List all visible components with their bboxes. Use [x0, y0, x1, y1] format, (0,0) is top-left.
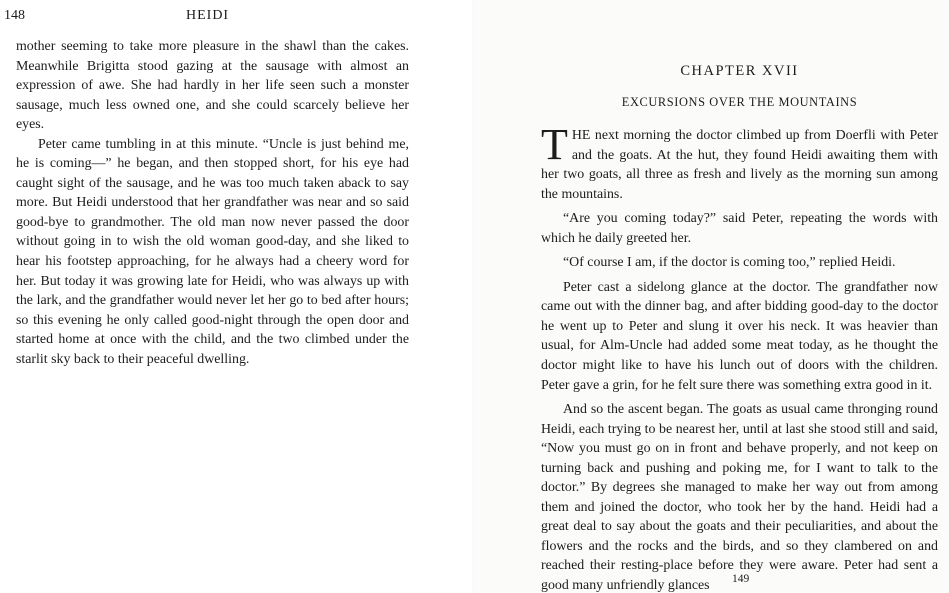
left-page-text — [16, 37, 409, 369]
left-paragraph-2: Peter came tumbling in at this minute. “Uncle is just behind me, he is coming—” he began, and then stopped short, for his eye had caught sight of the sausage, and he was too much taken aback to say more. But Heidi understood that her grandfather was near and so said good-bye to grandmother. The old man now never passed the door without going in to wish the old woman good-day, and she liked to hear his footstep approaching, for he always had a cheery word for her. But today it was growing late for Heidi, who was always up with the lark, and the grandfather would never let her go to bed after hours; so this evening he only called good-night through the open door and started home at once with the child, and the two climbed under the starlit sky back to their peaceful dwelling. — [16, 136, 409, 367]
right-paragraph-5: And so the ascent began. The goats as usual came thronging round Heidi, each trying to be nearest her, until at last she stood still and said, “Now you must go on in front and behave properly, and not keep on turning back and pushing and poking me, for I want to talk to the doctor.” By degrees she managed to make her way out from among them and joined the doctor, who took her by the hand. Heidi had a great deal to say about the goats and their peculiarities, and about the flowers and the rocks and the birds, and so they clambered on and reached their resting-place before they were aware. Peter had sent a good many unfriendly glances — [541, 402, 938, 593]
right-paragraph-2: “Are you coming today?” said Peter, repeating the words with which he daily greeted her. — [541, 211, 938, 246]
drop-cap: T — [541, 120, 568, 169]
right-paragraph-3: “Of course I am, if the doctor is coming too,” replied Heidi. — [563, 255, 896, 271]
chapter-number: CHAPTER XVII — [680, 63, 799, 79]
left-page — [0, 0, 474, 593]
left-page-number: 148 — [4, 8, 25, 23]
running-head: HEIDI — [186, 8, 230, 23]
right-page-number: 149 — [732, 573, 750, 585]
right-paragraph-1 — [541, 120, 938, 204]
chapter-title: EXCURSIONS OVER THE MOUNTAINS — [621, 95, 858, 109]
left-paragraph-1: mother seeming to take more pleasure in the shawl than the cakes. Meanwhile Brigitta stood gazing at the sausage with almost an expression of awe. She had hardly in her life seen such a monster sausage, much less owned one, and she could scarcely believe her eyes. — [16, 39, 409, 133]
right-paragraph-4: Peter cast a sidelong glance at the doctor. The grandfather now came out with the dinner bag, and after bidding good-day to the doctor he went up to Peter and slung it over his neck. It was heavier than usual, for Alm-Uncle had added some meat today, as he thought the doctor might like to have his lunch out of doors with the children. Peter gave a grin, for he felt sure there was something extra good in it. — [541, 279, 938, 393]
right-page-text — [541, 120, 938, 593]
right-paragraph-1-text: HE next morning the doctor climbed up from Doerfli with Peter and the goats. At the hut, they found Heidi awaiting them with her two goats, all three as fresh and lively as the morning sun among the mountains. — [541, 128, 938, 202]
